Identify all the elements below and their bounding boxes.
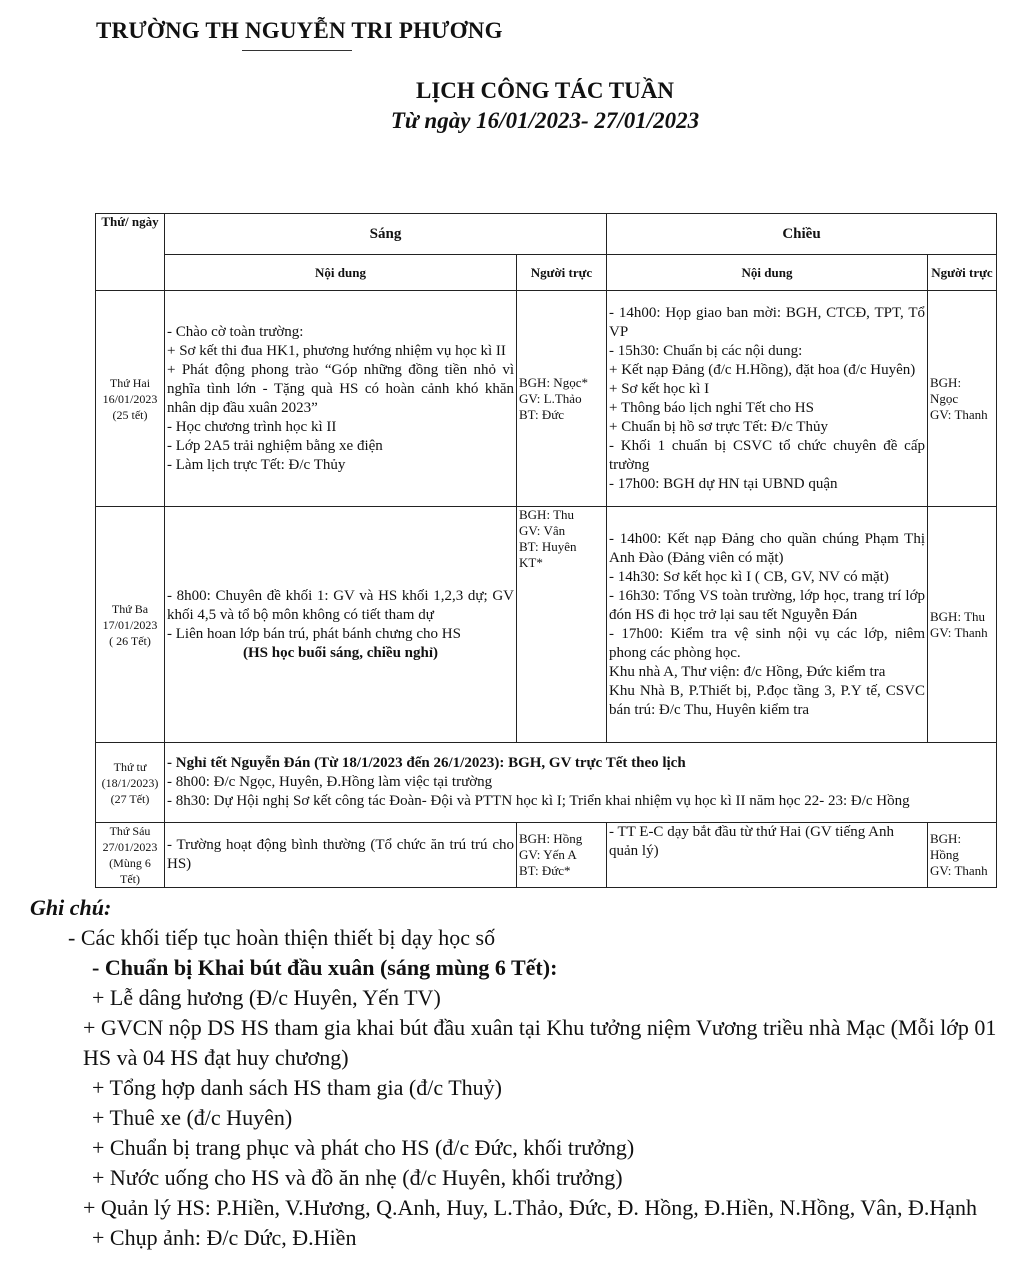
note-item: - Chuẩn bị Khai bút đầu xuân (sáng mùng 6 Tết): <box>92 955 558 980</box>
note-subitem: + Chụp ảnh: Đ/c Dức, Đ.Hiền <box>92 1225 357 1250</box>
afternoon-duty: BGH: Hồng GV: Thanh <box>928 823 997 888</box>
note-subitem: + Tổng hợp danh sách HS tham gia (đ/c Thuỷ) <box>92 1075 502 1100</box>
table-row <box>96 507 997 743</box>
notes-heading: Ghi chú: <box>30 895 112 920</box>
table-row <box>96 291 997 507</box>
note-subitem: + Quản lý HS: P.Hiền, V.Hương, Q.Anh, Huy, L.Thảo, Đức, Đ. Hồng, Đ.Hiền, N.Hồng, Vân, Đ.Hạnh <box>83 1195 978 1220</box>
header-am-duty: Người trực <box>517 255 607 291</box>
note-subitem: + Chuẩn bị trang phục và phát cho HS (đ/c Đức, khối trưởng) <box>92 1135 635 1160</box>
afternoon-duty: BGH: Ngọc GV: Thanh <box>928 291 997 507</box>
table-row <box>96 823 997 888</box>
day-cell: Thứ Ba 17/01/2023 ( 26 Tết) <box>96 507 165 743</box>
schedule-table <box>95 213 997 888</box>
morning-content: - 8h00: Chuyên đề khối 1: GV và HS khối 1,2,3 dự; GV khối 4,5 và tổ bộ môn không có tiết tham dự - Liên hoan lớp bán trú, phát bánh chưng cho HS (HS học buổi sáng, chiều nghỉ) <box>165 507 517 743</box>
note-subitem: + Nước uống cho HS và đồ ăn nhẹ (đ/c Huyên, khối trưởng) <box>92 1165 623 1190</box>
morning-content: - Trường hoạt động bình thường (Tổ chức ăn trú trú cho HS) <box>165 823 517 888</box>
school-name: TRƯỜNG TH NGUYỄN TRI PHƯƠNG <box>96 18 503 43</box>
day-cell: Thứ Sáu 27/01/2023 (Mùng 6 Tết) <box>96 823 165 888</box>
afternoon-duty: BGH: Thu GV: Thanh <box>928 507 997 743</box>
day-cell: Thứ Hai 16/01/2023 (25 tết) <box>96 291 165 507</box>
header-morning: Sáng <box>165 214 607 255</box>
morning-duty: BGH: Hồng GV: Yến A BT: Đức* <box>517 823 607 888</box>
note-subitem: + Lễ dâng hương (Đ/c Huyên, Yến TV) <box>92 985 441 1010</box>
header-pm-content: Nội dung <box>607 255 928 291</box>
school-underline <box>242 50 352 51</box>
date-range: Từ ngày 16/01/2023- 27/01/2023 <box>390 108 700 133</box>
header-am-content: Nội dung <box>165 255 517 291</box>
holiday-content: - Nghỉ tết Nguyễn Đán (Từ 18/1/2023 đến 26/1/2023): BGH, GV trực Tết theo lịch - 8h00: Đ/c Ngọc, Huyên, Đ.Hồng làm việc tại trường - 8h30: Dự Hội nghị Sơ kết công tác Đoàn- Đội và PTTN học kì I; Triển khai nhiệm vụ học kì II năm học 22- 23: Đ/c Hồng <box>165 743 997 823</box>
table-row <box>96 743 997 823</box>
morning-duty: BGH: Ngọc* GV: L.Thảo BT: Đức <box>517 291 607 507</box>
morning-content: - Chào cờ toàn trường: + Sơ kết thi đua HK1, phương hướng nhiệm vụ học kì II + Phát động phong trào “Góp những đồng tiền nhỏ vì nghĩa tình lớn - Tặng quà HS có hoàn cảnh khó khăn nhân dịp đầu xuân 2023” - Học chương trình học kì II - Lớp 2A5 trải nghiệm bằng xe điện - Làm lịch trực Tết: Đ/c Thủy <box>165 291 517 507</box>
header-day: Thứ/ ngày <box>96 214 165 291</box>
document-title: LỊCH CÔNG TÁC TUẦN <box>416 78 674 103</box>
header-afternoon: Chiều <box>607 214 997 255</box>
afternoon-content: - 14h00: Kết nạp Đảng cho quần chúng Phạm Thị Anh Đào (Đảng viên có mặt) - 14h30: Sơ kết học kì I ( CB, GV, NV có mặt) - 16h30: Tổng VS toàn trường, lớp học, trang trí lớp đón HS đi học trở lại sau tết Nguyễn Đán - 17h00: Kiểm tra vệ sinh nội vụ các lớp, niêm phong các phòng học. Khu nhà A, Thư viện: đ/c Hồng, Đức kiểm tra Khu Nhà B, P.Thiết bị, P.đọc tầng 3, P.Y tế, CSVC bán trú: Đ/c Thu, Huyên kiểm tra <box>607 507 928 743</box>
header-pm-duty: Người trực <box>928 255 997 291</box>
note-subitem: + Thuê xe (đ/c Huyên) <box>92 1105 293 1130</box>
notes-section <box>30 893 1010 1253</box>
afternoon-content: - 14h00: Họp giao ban mời: BGH, CTCĐ, TPT, Tổ VP - 15h30: Chuẩn bị các nội dung: + Kết nạp Đảng (đ/c H.Hồng), đặt hoa (đ/c Huyên) + Sơ kết học kì I + Thông báo lịch nghỉ Tết cho HS + Chuẩn bị hồ sơ trực Tết: Đ/c Thủy - Khối 1 chuẩn bị CSVC tổ chức chuyên đề cấp trường - 17h00: BGH dự HN tại UBND quận <box>607 291 928 507</box>
day-cell: Thứ tư (18/1/2023) (27 Tết) <box>96 743 165 823</box>
afternoon-content: - TT E-C dạy bắt đầu từ thứ Hai (GV tiếng Anh quản lý) <box>607 823 928 888</box>
note-subitem: + GVCN nộp DS HS tham gia khai bút đầu xuân tại Khu tưởng niệm Vương triều nhà Mạc (Mỗi lớp 01 HS và 04 HS đạt huy chương) <box>83 1015 997 1070</box>
morning-duty: BGH: Thu GV: Vân BT: Huyên KT* <box>517 507 607 743</box>
note-item: - Các khối tiếp tục hoàn thiện thiết bị dạy học số <box>68 925 496 950</box>
